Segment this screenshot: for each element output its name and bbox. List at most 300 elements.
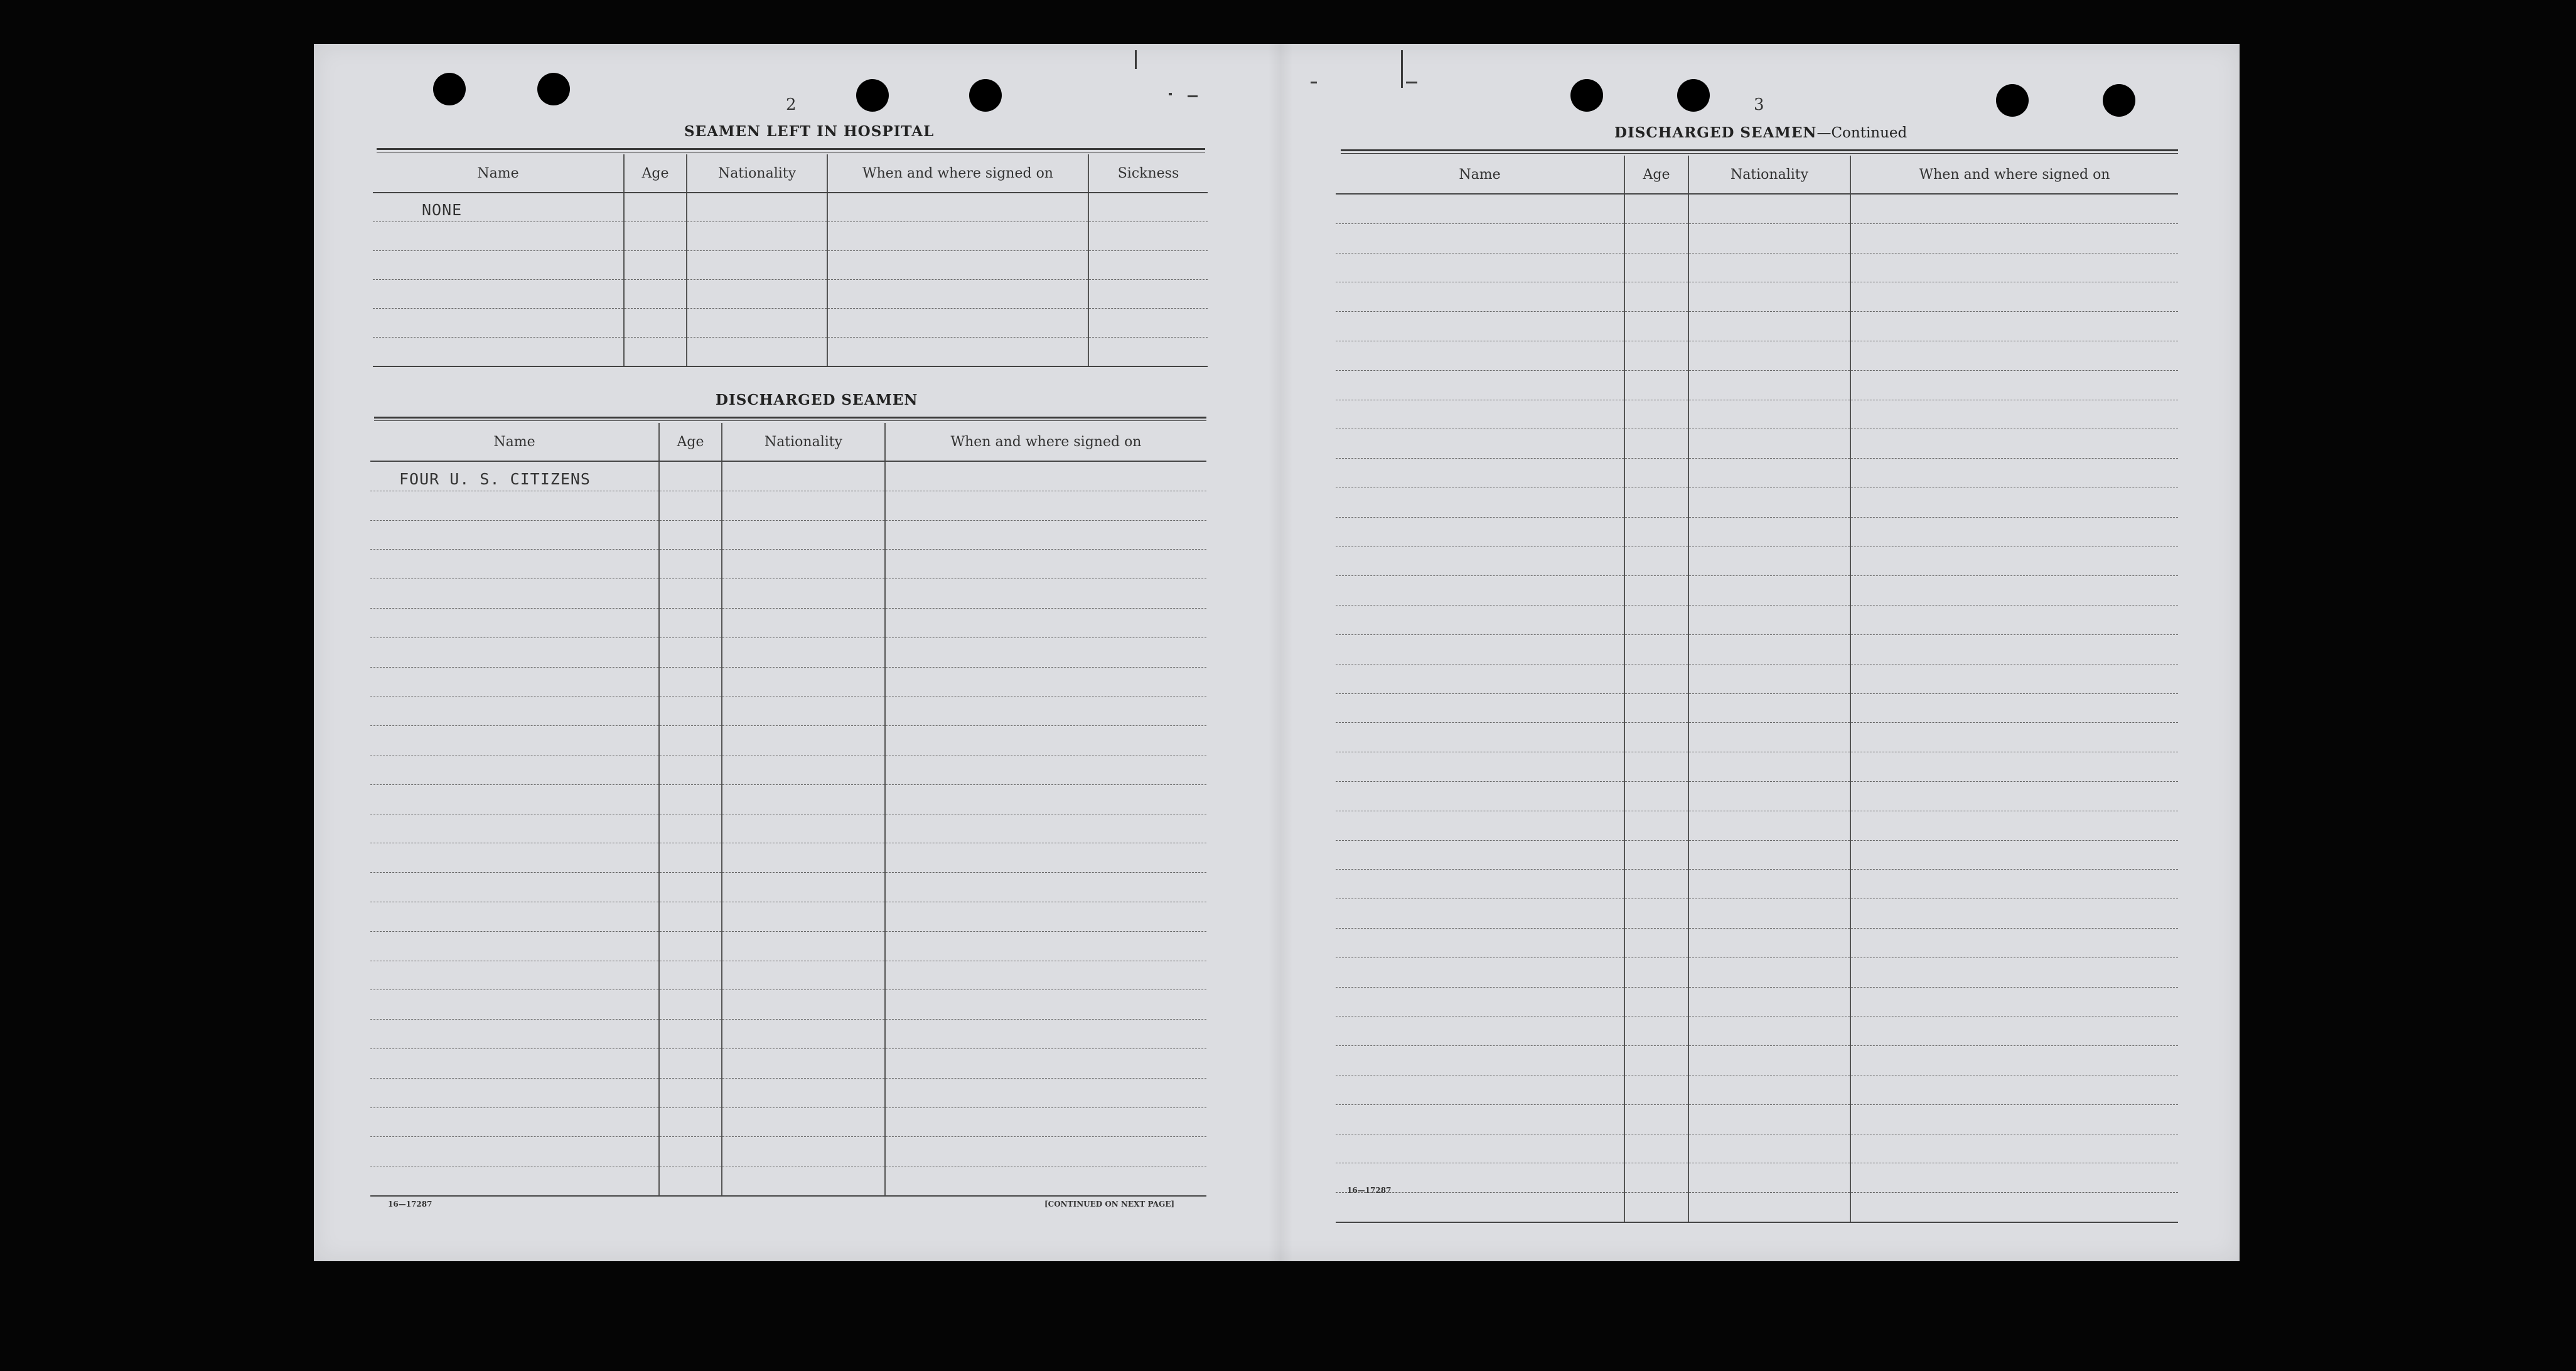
table-cell (1688, 1134, 1850, 1163)
table-cell (624, 338, 687, 367)
table-cell (885, 1137, 1206, 1166)
page-fold (1268, 44, 1293, 1261)
table-cell (885, 550, 1206, 579)
table-row (370, 755, 1206, 784)
table-cell (1624, 488, 1688, 517)
table-cell (1850, 781, 2178, 811)
table-cell (1336, 723, 1624, 752)
hospital-title-rule (377, 148, 1205, 152)
table-row (370, 1078, 1206, 1107)
table-cell (722, 608, 885, 637)
table-cell (885, 461, 1206, 491)
table-cell (1688, 312, 1850, 341)
table-cell (1336, 576, 1624, 605)
table-row (1336, 223, 2178, 253)
table-cell (885, 961, 1206, 990)
table-row (1336, 664, 2178, 693)
table-cell (1688, 811, 1850, 840)
table-row (1336, 605, 2178, 635)
table-cell (1688, 282, 1850, 312)
table-cell (1336, 282, 1624, 312)
table-row (373, 280, 1208, 309)
table-cell (1336, 547, 1624, 576)
table-cell (1624, 958, 1688, 987)
table-cell (687, 251, 827, 280)
table-row (1336, 1075, 2178, 1104)
table-cell (1688, 576, 1850, 605)
table-cell (885, 520, 1206, 550)
table-row (370, 1137, 1206, 1166)
table-cell (1336, 1193, 1624, 1222)
discharged-continued-title (1614, 124, 1907, 141)
table-cell (1336, 811, 1624, 840)
table-cell (373, 251, 624, 280)
table-cell (1624, 194, 1688, 223)
table-cell (1624, 840, 1688, 870)
table-cell (659, 461, 722, 491)
table-cell (1624, 811, 1688, 840)
table-cell (1850, 605, 2178, 635)
hospital-section-title: SEAMEN LEFT IN HOSPITAL (684, 123, 935, 140)
table-cell (1336, 987, 1624, 1016)
table-row (1336, 547, 2178, 576)
table-cell (1688, 1016, 1850, 1046)
table-cell (659, 579, 722, 609)
table-cell (1624, 664, 1688, 693)
punch-hole (433, 73, 466, 105)
table-cell (370, 608, 659, 637)
table-cell (1624, 1134, 1688, 1163)
table-cell (1336, 752, 1624, 782)
column-header: Nationality (1688, 156, 1850, 194)
table-cell (370, 579, 659, 609)
table-cell (1088, 338, 1208, 367)
table-row (373, 338, 1208, 367)
table-row (370, 461, 1206, 491)
table-cell (373, 338, 624, 367)
table-cell (722, 696, 885, 726)
table-cell (1850, 517, 2178, 547)
table-cell (1088, 193, 1208, 222)
table-row (1336, 634, 2178, 664)
table-cell (1850, 223, 2178, 253)
column-header: Name (1336, 156, 1624, 194)
table-cell (1336, 341, 1624, 370)
table-cell (722, 843, 885, 873)
punch-hole (2103, 84, 2135, 117)
column-header: Nationality (687, 154, 827, 193)
table-cell (885, 1166, 1206, 1196)
table-cell (1336, 1104, 1624, 1134)
table-cell (722, 667, 885, 696)
table-cell (659, 814, 722, 843)
table-cell (1850, 400, 2178, 429)
table-cell (1624, 1104, 1688, 1134)
column-header: Age (659, 423, 722, 461)
column-header: Age (624, 154, 687, 193)
table-cell (1336, 488, 1624, 517)
table-row (1336, 1104, 2178, 1134)
table-cell (1850, 899, 2178, 929)
table-cell (1088, 222, 1208, 251)
table-cell (1624, 987, 1688, 1016)
table-cell (827, 309, 1088, 338)
table-cell (370, 843, 659, 873)
page-number-right: 3 (1754, 95, 1764, 114)
table-cell (1336, 1075, 1624, 1104)
table-cell (1688, 723, 1850, 752)
table-row (1336, 282, 2178, 312)
table-row (1336, 400, 2178, 429)
table-cell (1850, 693, 2178, 723)
table-cell (687, 193, 827, 222)
table-cell (659, 608, 722, 637)
table-cell (370, 1137, 659, 1166)
table-cell (1336, 840, 1624, 870)
table-cell (1624, 341, 1688, 370)
discharged-section-title: DISCHARGED SEAMEN (716, 392, 918, 408)
table-cell (624, 280, 687, 309)
table-cell (885, 755, 1206, 784)
table-cell (885, 902, 1206, 931)
table-cell (1088, 280, 1208, 309)
table-cell (659, 931, 722, 961)
table-cell (370, 931, 659, 961)
table-cell (1336, 370, 1624, 400)
table-cell (1850, 429, 2178, 459)
punch-hole (1996, 84, 2029, 117)
table-row (1336, 811, 2178, 840)
table-cell (659, 726, 722, 755)
table-cell (687, 222, 827, 251)
table-cell (373, 193, 624, 222)
table-cell (1624, 517, 1688, 547)
table-cell (722, 520, 885, 550)
hospital-header-row (373, 154, 1208, 193)
table-cell (1688, 752, 1850, 782)
table-cell (1336, 1046, 1624, 1075)
table-cell (1688, 253, 1850, 282)
table-cell (1850, 752, 2178, 782)
table-cell (1624, 634, 1688, 664)
table-cell (659, 637, 722, 667)
table-cell (373, 280, 624, 309)
table-cell (370, 696, 659, 726)
table-cell (1336, 400, 1624, 429)
table-cell (722, 931, 885, 961)
column-header: Age (1624, 156, 1688, 194)
table-cell (373, 309, 624, 338)
column-header: Sickness (1088, 154, 1208, 193)
table-cell (1850, 576, 2178, 605)
table-cell (1624, 752, 1688, 782)
table-cell (1624, 253, 1688, 282)
discharged-continued-title-text: DISCHARGED SEAMEN (1614, 124, 1817, 141)
table-cell (1624, 547, 1688, 576)
table-row (370, 550, 1206, 579)
table-cell (1688, 840, 1850, 870)
table-cell (1688, 870, 1850, 899)
table-cell (885, 696, 1206, 726)
table-cell (1336, 928, 1624, 958)
table-row (1336, 194, 2178, 223)
table-row (370, 902, 1206, 931)
table-cell (1688, 605, 1850, 635)
table-row (1336, 576, 2178, 605)
paper-mark (1406, 82, 1417, 83)
table-cell (1624, 605, 1688, 635)
table-cell (722, 637, 885, 667)
table-row (1336, 312, 2178, 341)
table-cell (722, 1078, 885, 1107)
table-cell (1624, 928, 1688, 958)
table-cell (659, 1107, 722, 1137)
table-cell (1624, 899, 1688, 929)
table-cell (370, 461, 659, 491)
table-cell (1624, 223, 1688, 253)
continued-note: [CONTINUED ON NEXT PAGE] (1044, 1200, 1175, 1208)
table-row (373, 222, 1208, 251)
table-cell (659, 1166, 722, 1196)
table-cell (827, 193, 1088, 222)
table-cell (659, 961, 722, 990)
table-row (370, 608, 1206, 637)
table-cell (1088, 309, 1208, 338)
table-cell (1850, 1193, 2178, 1222)
table-row (1336, 781, 2178, 811)
table-cell (659, 1137, 722, 1166)
table-cell (1850, 811, 2178, 840)
table-cell (885, 814, 1206, 843)
table-row (370, 873, 1206, 902)
table-row (1336, 987, 2178, 1016)
discharged-header-row (370, 423, 1206, 461)
table-cell (659, 902, 722, 931)
table-cell (722, 961, 885, 990)
table-cell (1688, 1193, 1850, 1222)
table-row (1336, 1193, 2178, 1222)
table-cell (722, 579, 885, 609)
table-cell (827, 222, 1088, 251)
table-cell (885, 1078, 1206, 1107)
paper-mark (1401, 50, 1403, 88)
table-cell (1624, 576, 1688, 605)
table-cell (370, 550, 659, 579)
table-cell (1688, 693, 1850, 723)
paper-mark (1311, 82, 1317, 83)
table-cell (722, 902, 885, 931)
table-cell (1624, 1193, 1688, 1222)
table-cell (659, 873, 722, 902)
table-row (370, 931, 1206, 961)
handwritten-entry: FOUR U. S. CITIZENS (399, 469, 591, 488)
table-cell (659, 667, 722, 696)
table-row (1336, 723, 2178, 752)
table-cell (1850, 488, 2178, 517)
table-row (370, 814, 1206, 843)
table-cell (722, 814, 885, 843)
table-cell (885, 1020, 1206, 1049)
table-cell (624, 251, 687, 280)
table-row (370, 726, 1206, 755)
column-header: When and where signed on (827, 154, 1088, 193)
table-cell (1850, 928, 2178, 958)
document-sheet (314, 44, 2240, 1261)
table-cell (1688, 459, 1850, 488)
table-cell (1850, 312, 2178, 341)
paper-mark (1135, 50, 1137, 69)
hospital-table (373, 154, 1208, 367)
table-cell (1688, 928, 1850, 958)
table-cell (1688, 664, 1850, 693)
table-cell (659, 520, 722, 550)
table-cell (1624, 459, 1688, 488)
table-cell (1850, 547, 2178, 576)
table-row (1336, 928, 2178, 958)
table-cell (885, 491, 1206, 520)
table-row (1336, 341, 2178, 370)
discharged-continued-table (1336, 156, 2178, 1223)
table-cell (1688, 1046, 1850, 1075)
table-cell (1336, 194, 1624, 223)
table-cell (827, 338, 1088, 367)
table-cell (370, 637, 659, 667)
table-cell (722, 550, 885, 579)
handwritten-entry: NONE (422, 201, 463, 219)
table-cell (722, 726, 885, 755)
table-cell (1688, 1163, 1850, 1193)
table-cell (1688, 547, 1850, 576)
table-cell (624, 222, 687, 251)
table-cell (624, 309, 687, 338)
table-row (370, 1107, 1206, 1137)
table-row (1336, 517, 2178, 547)
table-cell (687, 338, 827, 367)
table-cell (1850, 958, 2178, 987)
table-row (370, 696, 1206, 726)
table-row (1336, 1016, 2178, 1046)
discharged-continued-header-row (1336, 156, 2178, 194)
table-cell (1624, 312, 1688, 341)
table-cell (659, 550, 722, 579)
table-row (370, 667, 1206, 696)
paper-mark (1169, 93, 1172, 95)
table-cell (827, 251, 1088, 280)
table-cell (885, 667, 1206, 696)
table-cell (370, 667, 659, 696)
table-cell (1688, 1104, 1850, 1134)
table-cell (1850, 1104, 2178, 1134)
table-cell (1850, 664, 2178, 693)
form-number-left: 16—17287 (388, 1200, 432, 1208)
table-cell (1850, 1016, 2178, 1046)
table-cell (1336, 958, 1624, 987)
table-cell (1850, 1046, 2178, 1075)
continued-suffix: —Continued (1817, 125, 1908, 141)
table-row (1336, 899, 2178, 929)
table-cell (1624, 723, 1688, 752)
table-cell (1624, 429, 1688, 459)
table-cell (1688, 194, 1850, 223)
table-cell (885, 990, 1206, 1020)
table-cell (1688, 370, 1850, 400)
table-row (1336, 459, 2178, 488)
column-header: When and where signed on (1850, 156, 2178, 194)
table-cell (1688, 987, 1850, 1016)
table-cell (722, 784, 885, 814)
table-cell (1688, 634, 1850, 664)
table-cell (1688, 899, 1850, 929)
column-header: Name (370, 423, 659, 461)
punch-hole (856, 79, 889, 112)
table-row (370, 579, 1206, 609)
table-cell (1336, 253, 1624, 282)
table-row (370, 491, 1206, 520)
table-row (370, 520, 1206, 550)
table-cell (1688, 223, 1850, 253)
table-cell (1624, 400, 1688, 429)
table-cell (1850, 987, 2178, 1016)
table-row (1336, 958, 2178, 987)
table-cell (659, 1048, 722, 1078)
table-cell (885, 1107, 1206, 1137)
table-cell (659, 696, 722, 726)
table-row (1336, 752, 2178, 782)
table-cell (1624, 1016, 1688, 1046)
table-cell (1088, 251, 1208, 280)
table-cell (1624, 781, 1688, 811)
table-cell (1336, 223, 1624, 253)
discharged-title-rule (374, 417, 1206, 421)
table-cell (373, 222, 624, 251)
table-cell (722, 755, 885, 784)
table-cell (1850, 253, 2178, 282)
table-row (370, 1166, 1206, 1196)
table-cell (370, 961, 659, 990)
table-cell (1336, 1134, 1624, 1163)
table-cell (1336, 1016, 1624, 1046)
table-cell (370, 784, 659, 814)
table-cell (659, 491, 722, 520)
table-cell (659, 1078, 722, 1107)
table-cell (1850, 459, 2178, 488)
table-row (1336, 870, 2178, 899)
table-row (1336, 429, 2178, 459)
table-cell (1688, 341, 1850, 370)
table-cell (1624, 693, 1688, 723)
table-cell (885, 931, 1206, 961)
table-cell (687, 309, 827, 338)
table-cell (1336, 664, 1624, 693)
form-number-right: 16—17287 (1347, 1186, 1392, 1195)
table-cell (659, 990, 722, 1020)
column-header: When and where signed on (885, 423, 1206, 461)
table-cell (1850, 341, 2178, 370)
column-header: Name (373, 154, 624, 193)
column-header: Nationality (722, 423, 885, 461)
table-row (373, 309, 1208, 338)
table-cell (1688, 429, 1850, 459)
punch-hole (537, 73, 570, 105)
table-cell (1688, 781, 1850, 811)
table-cell (1624, 1075, 1688, 1104)
table-cell (1850, 282, 2178, 312)
table-cell (370, 1078, 659, 1107)
table-cell (370, 755, 659, 784)
table-cell (722, 1107, 885, 1137)
table-cell (722, 1020, 885, 1049)
table-row (370, 990, 1206, 1020)
